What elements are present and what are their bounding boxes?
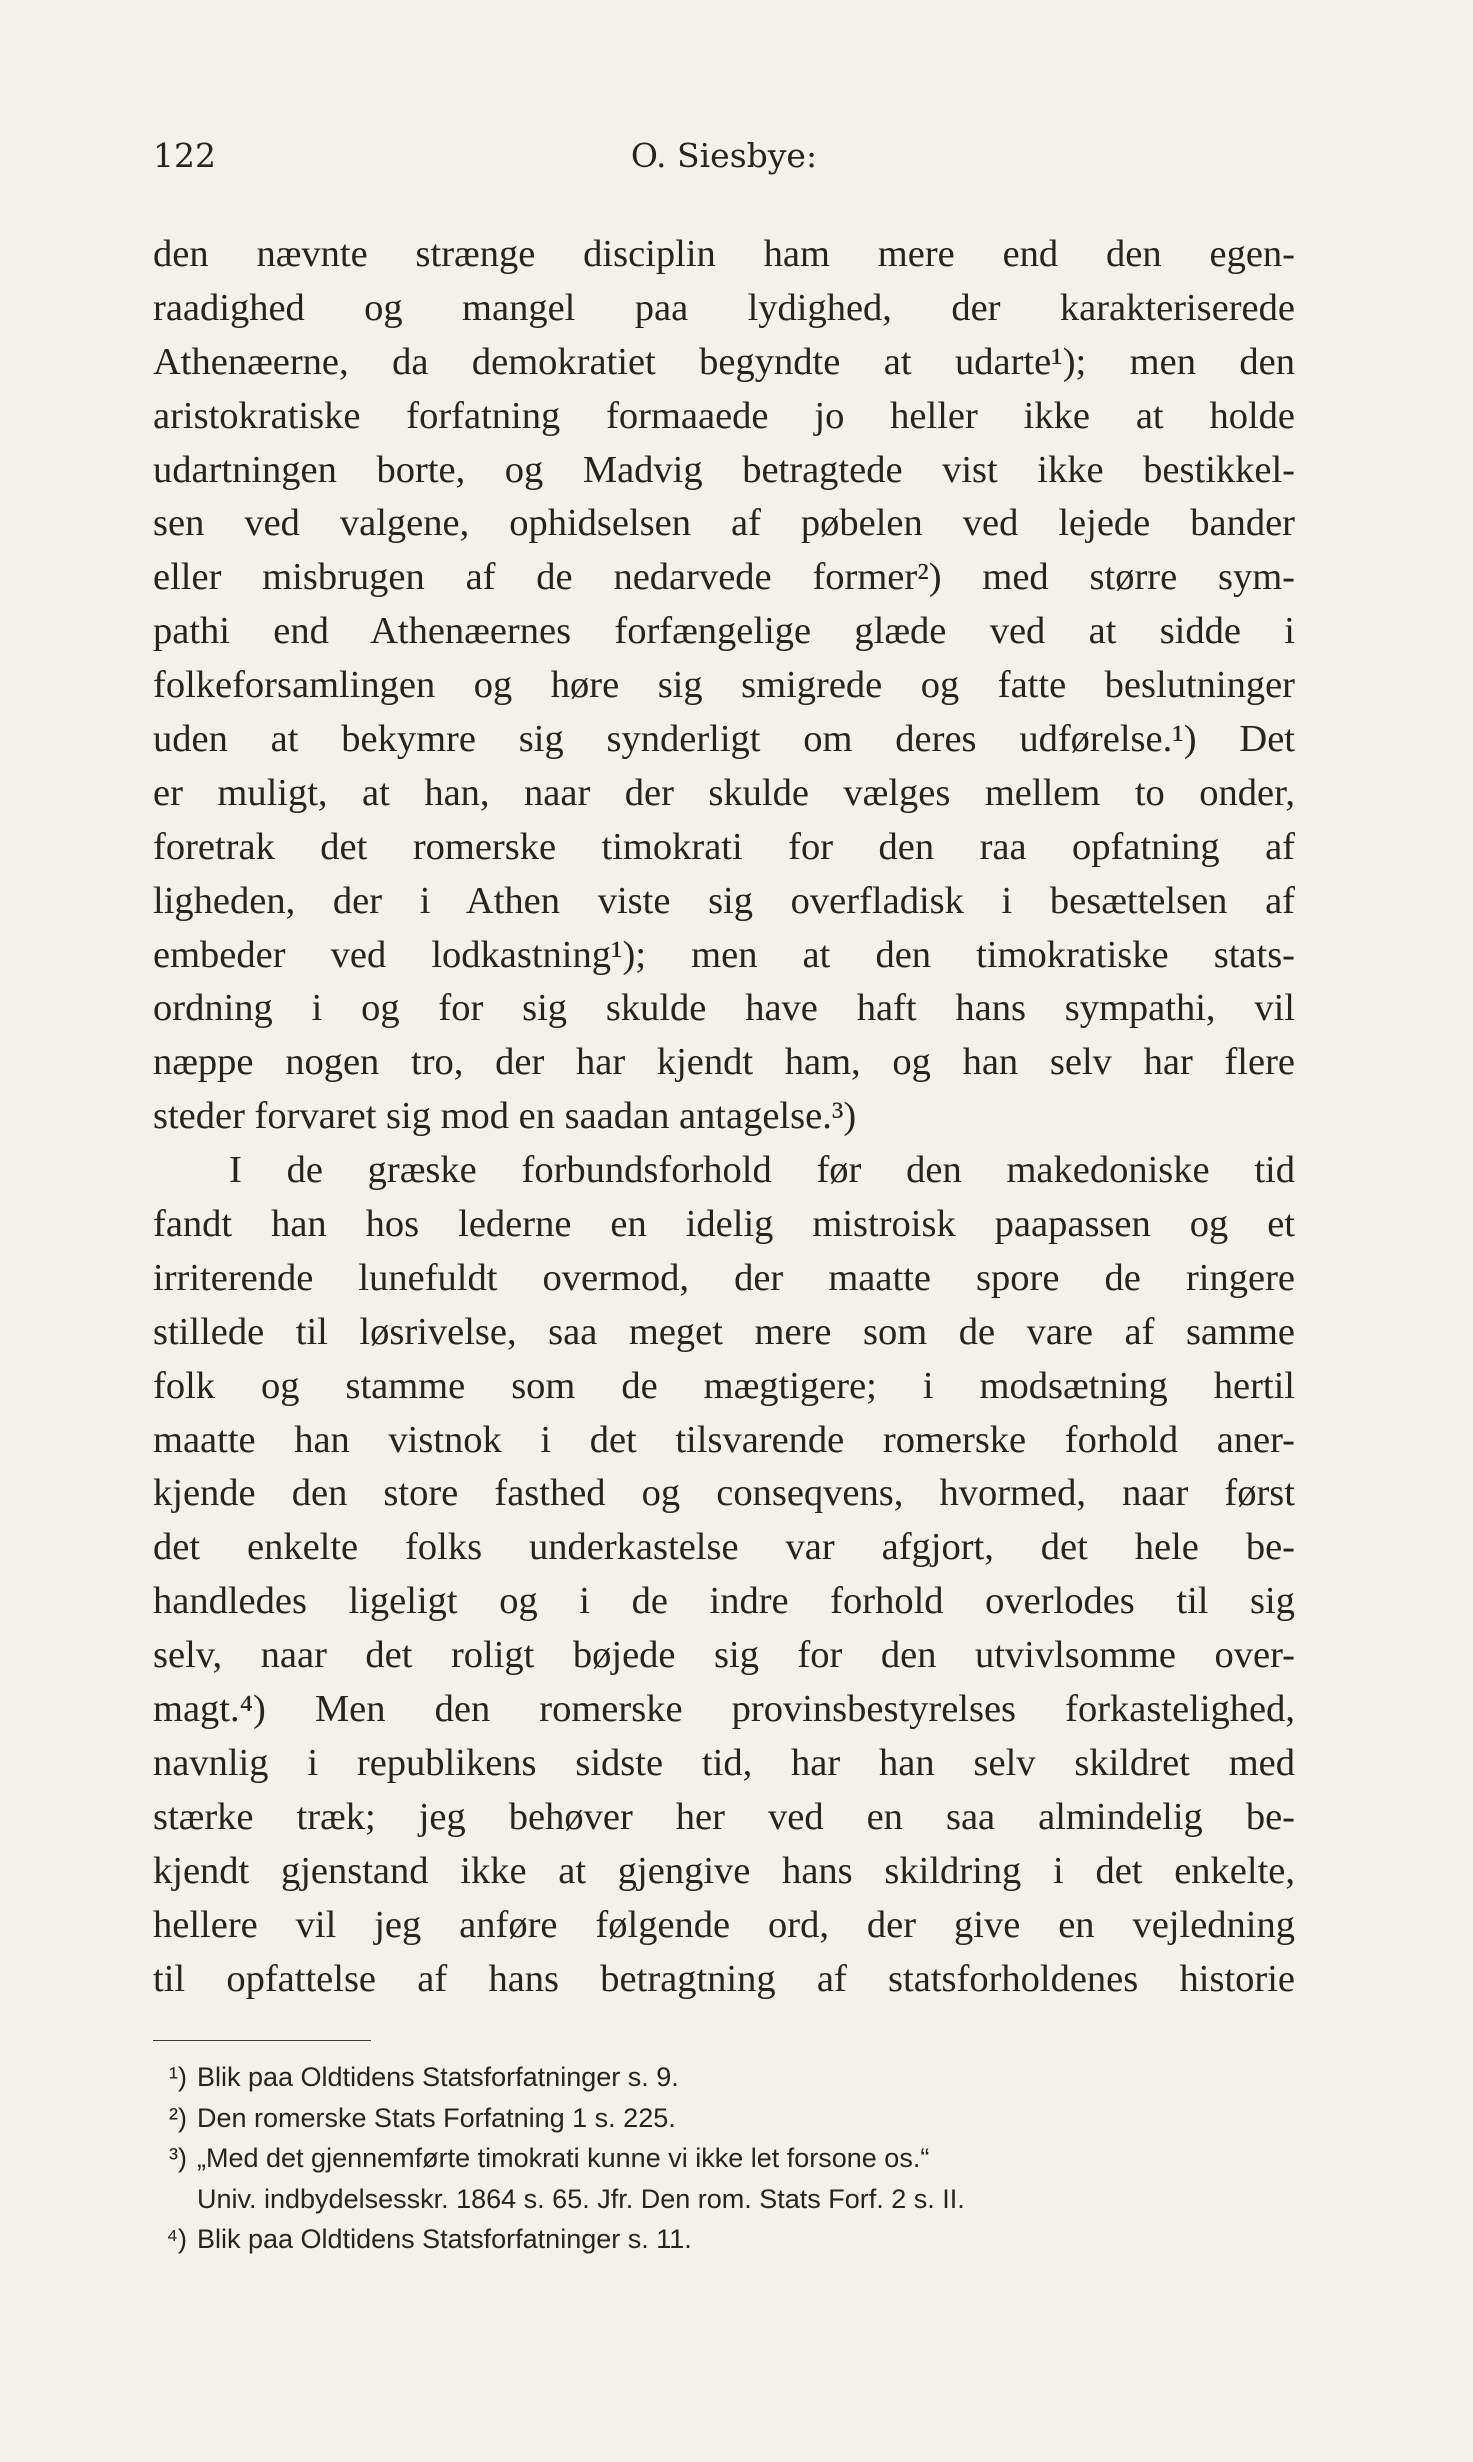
body-line: kjendt gjenstand ikke at gjengive hans skildring i det enkelte, [153, 1849, 1295, 1892]
footnote-marker: ¹) [169, 2062, 187, 2092]
body-line: pathi end Athenæernes forfængelige glæde ved at sidde i [153, 610, 1295, 653]
body-line: den nævnte strænge disciplin ham mere end den egen- [153, 233, 1295, 275]
body-line: maatte han vistnok i det tilsvarende romerske forhold aner- [153, 1418, 1295, 1461]
body-line: udartningen borte, og Madvig betragtede vist ikke bestikkel- [153, 448, 1295, 491]
body-line: magt.⁴) Men den romerske provinsbestyrelses forkastelighed, [153, 1688, 1295, 1731]
body-line: navnlig i republikens sidste tid, har han selv skildret med [153, 1741, 1295, 1784]
footnote-marker: ²) [169, 2102, 187, 2133]
body-line: Athenæerne, da demokratiet begyndte at udarte¹); men den [153, 340, 1295, 383]
body-line: ligheden, der i Athen viste sig overfladisk i besættelsen af [153, 879, 1295, 922]
footnote [153, 2057, 1295, 2098]
body-line: næppe nogen tro, der har kjendt ham, og han selv har flere [153, 1041, 1295, 1084]
body-line: selv, naar det roligt bøjede sig for den utvivlsomme over- [153, 1634, 1295, 1677]
body-line: ordning i og for sig skulde have haft hans sympathi, vil [153, 987, 1295, 1030]
body-line: steder forvaret sig mod en saadan antagelse.³) [153, 1095, 857, 1138]
body-line: foretrak det romerske timokrati for den raa opfatning af [153, 825, 1295, 868]
footnote [153, 2219, 1295, 2260]
body-line: er muligt, at han, naar der skulde vælges mellem to onder, [153, 771, 1295, 814]
body-line: irriterende lunefuldt overmod, der maatte spore de ringere [153, 1256, 1295, 1299]
body-line: uden at bekymre sig synderligt om deres udførelse.¹) Det [153, 718, 1295, 761]
footnote [153, 2098, 1295, 2139]
footnote-continuation [153, 2179, 1295, 2220]
body-line: sen ved valgene, ophidselsen af pøbelen ved lejede bander [153, 502, 1295, 545]
body-line: stillede til løsrivelse, saa meget mere som de vare af samme [153, 1310, 1295, 1353]
body-line: det enkelte folks underkastelse var afgjort, det hele be- [153, 1526, 1295, 1569]
body-line: folk og stamme som de mægtigere; i modsætning hertil [153, 1364, 1295, 1407]
body-text [153, 228, 1295, 2006]
body-line: stærke træk; jeg behøver her ved en saa almindelig be- [153, 1795, 1295, 1838]
footnotes [153, 2057, 1295, 2260]
body-line: aristokratiske forfatning formaaede jo heller ikke at holde [153, 394, 1295, 437]
running-title: O. Siesbye: [630, 136, 818, 175]
body-line: embeder ved lodkastning¹); men at den timokratiske stats- [153, 933, 1295, 976]
body-line: raadighed og mangel paa lydighed, der karakteriserede [153, 286, 1295, 329]
footnote-divider [153, 2040, 371, 2041]
body-line: kjende den store fasthed og conseqvens, hvormed, naar først [153, 1472, 1295, 1515]
body-line: folkeforsamlingen og høre sig smigrede og fatte beslutninger [153, 664, 1295, 707]
footnote-marker: ⁴) [166, 2224, 187, 2254]
footnote-marker: ³) [169, 2143, 187, 2173]
page-number: 122 [153, 136, 216, 175]
body-line: eller misbrugen af de nedarvede former²) med større sym- [153, 556, 1295, 599]
body-line: fandt han hos lederne en idelig mistroisk paapassen og et [153, 1203, 1295, 1246]
body-line: handledes ligeligt og i de indre forhold overlodes til sig [153, 1580, 1295, 1623]
body-line: hellere vil jeg anføre følgende ord, der give en vejledning [153, 1903, 1295, 1946]
footnote-text: Univ. indbydelsesskr. 1864 s. 65. Jfr. Den rom. Stats Forf. 2 s. II. [197, 2183, 965, 2214]
footnote-text: Blik paa Oldtidens Statsforfatninger s. 11. [197, 2224, 692, 2254]
footnote [153, 2138, 1295, 2179]
body-line: til opfattelse af hans betragtning af statsforholdenes historie [153, 1957, 1295, 2000]
body-line: I de græske forbundsforhold før den makedoniske tid [229, 1149, 1295, 1192]
footnote-text: Den romerske Stats Forfatning 1 s. 225. [197, 2102, 676, 2133]
footnote-text: Blik paa Oldtidens Statsforfatninger s. 9. [197, 2062, 679, 2092]
footnote-text: „Med det gjennemførte timokrati kunne vi ikke let forsone os.“ [197, 2143, 930, 2173]
running-head [153, 136, 1295, 186]
